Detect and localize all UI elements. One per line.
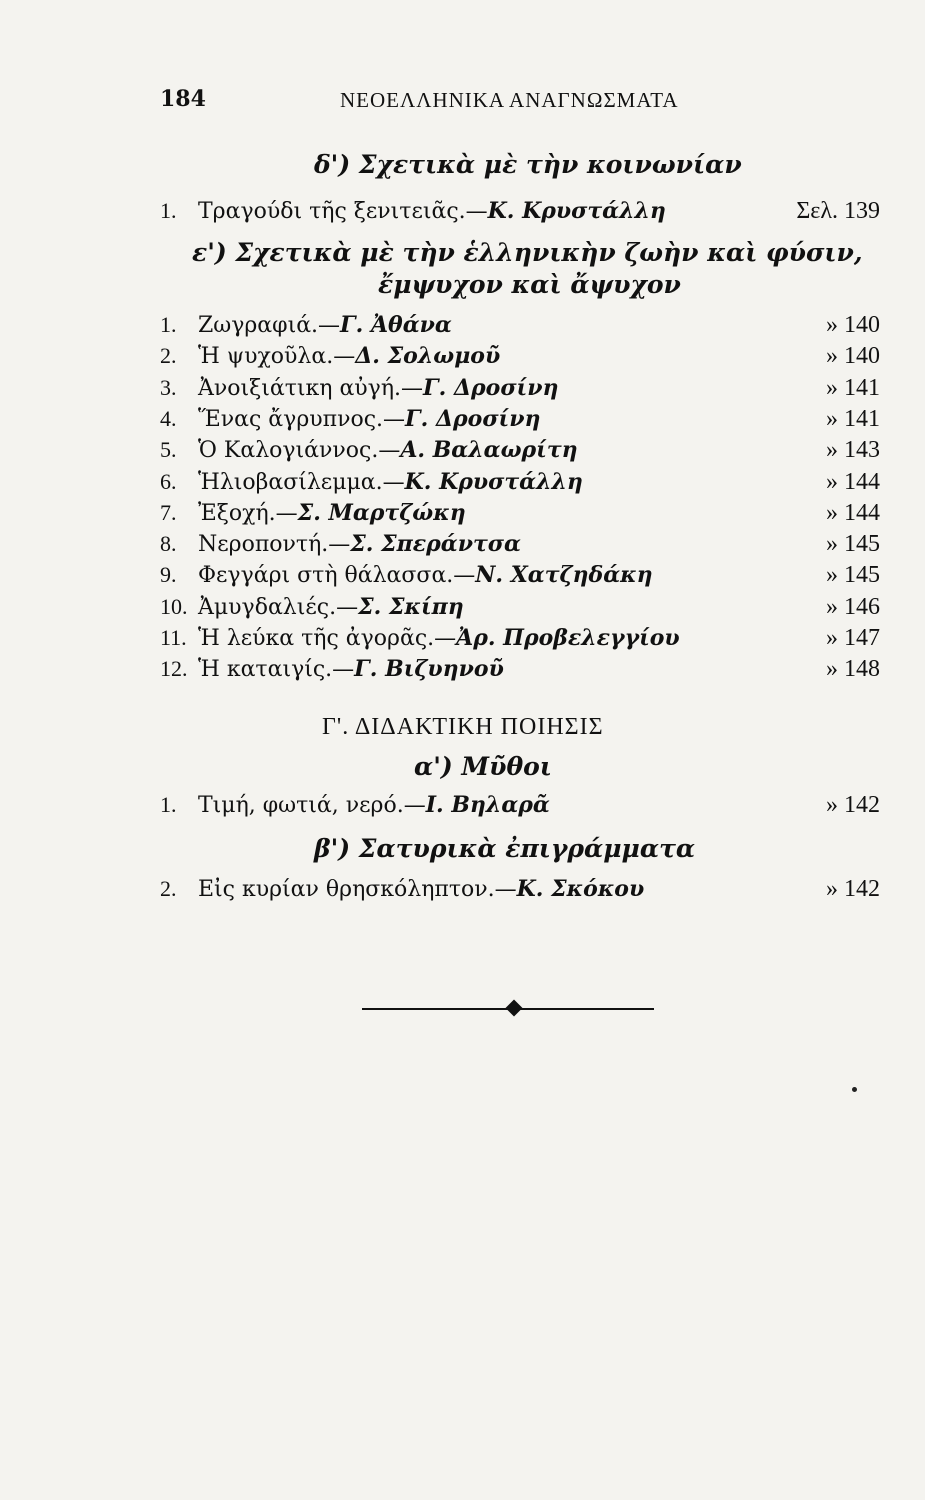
page-value: 145 — [844, 531, 880, 557]
page-prefix: » — [826, 531, 838, 557]
entry-text — [198, 531, 521, 557]
entry-text — [198, 792, 550, 818]
entry-title: Ζωγραφιά.— — [198, 313, 341, 338]
entry-author: Δ. Σολωμοῦ — [355, 343, 501, 369]
entry-number: 8. — [160, 531, 177, 556]
toc-entry — [160, 594, 880, 626]
entry-page — [826, 562, 880, 589]
entry-number: 11. — [160, 625, 187, 650]
entry-text — [198, 198, 666, 224]
page-value: 144 — [844, 500, 880, 526]
entry-title: Τραγούδι τῆς ξενιτειᾶς.— — [198, 199, 488, 224]
entry-text — [198, 625, 680, 651]
entry-title: Ἐξοχή.— — [198, 501, 298, 526]
toc-entry — [160, 531, 880, 563]
running-title: ΝΕΟΕΛΛΗΝΙΚΑ ΑΝΑΓΝΩΣΜΑΤΑ — [340, 88, 679, 112]
toc-entry — [160, 198, 880, 230]
part-c-title: Γ'. ΔΙΔΑΚΤΙΚΗ ΠΟΙΗΣΙΣ — [322, 714, 604, 740]
entry-number: 5. — [160, 437, 177, 462]
entry-text — [198, 469, 583, 495]
entry-author: Γ. Ἀθάνα — [340, 312, 452, 338]
entry-author: Γ. Βιζυηνοῦ — [354, 656, 504, 682]
entry-title: Ὁ Καλογιάννος.— — [198, 438, 401, 463]
toc-entry — [160, 625, 880, 657]
entry-title: Ἡ λεύκα τῆς ἀγορᾶς.— — [198, 626, 457, 651]
entry-title: Ἀμυγδαλιές.— — [198, 595, 359, 620]
rule-ornament — [506, 1000, 523, 1017]
section-e-heading-line1: ε') Σχετικὰ μὲ τὴν ἑλληνικὴν ζωὴν καὶ φύσιν, — [192, 238, 863, 267]
entry-text — [198, 437, 578, 463]
entry-page — [826, 792, 880, 819]
toc-entry — [160, 406, 880, 438]
entry-title: Ἡ ψυχοῦλα.— — [198, 344, 356, 369]
page-prefix: » — [826, 469, 838, 495]
entry-number: 6. — [160, 469, 177, 494]
page-prefix: » — [826, 792, 838, 818]
entry-title: Ἀνοιξιάτικη αὐγή.— — [198, 376, 424, 401]
entry-page — [826, 312, 880, 339]
entry-author: Ι. Βηλαρᾶ — [425, 792, 550, 818]
page-value: 142 — [844, 792, 880, 818]
toc-entry — [160, 876, 880, 908]
section-d-heading: δ') Σχετικὰ μὲ τὴν κοινωνίαν — [314, 150, 742, 179]
page-value: 140 — [844, 343, 880, 369]
entry-author: Κ. Σκόκου — [516, 876, 645, 902]
entry-number: 1. — [160, 312, 177, 337]
page-prefix: » — [826, 375, 838, 401]
entry-number: 4. — [160, 406, 177, 431]
entry-author: Σ. Σπεράντσα — [350, 531, 521, 557]
entry-title: Ἡλιοβασίλεμμα.— — [198, 470, 405, 495]
page-value: 144 — [844, 469, 880, 495]
entry-page — [826, 594, 880, 621]
entry-text — [198, 312, 452, 338]
section-e-heading-line2: ἔμψυχον καὶ ἄψυχον — [378, 270, 681, 299]
entry-text — [198, 656, 504, 682]
page-prefix: Σελ. — [796, 198, 838, 224]
toc-entry — [160, 312, 880, 344]
entry-author: Γ. Δροσίνη — [423, 375, 559, 401]
entry-number: 1. — [160, 792, 177, 817]
entry-page — [826, 469, 880, 496]
page-prefix: » — [826, 343, 838, 369]
page-prefix: » — [826, 876, 838, 902]
entry-page — [826, 656, 880, 683]
page-header — [160, 86, 880, 116]
entry-page — [796, 198, 880, 225]
entry-title: Τιμή, φωτιά, νερό.— — [198, 793, 426, 818]
page-prefix: » — [826, 594, 838, 620]
entry-page — [826, 406, 880, 433]
page-prefix: » — [826, 312, 838, 338]
toc-entry — [160, 437, 880, 469]
entry-text — [198, 500, 466, 526]
entry-number: 2. — [160, 876, 177, 901]
entry-number: 9. — [160, 562, 177, 587]
entry-author: Γ. Δροσίνη — [405, 406, 541, 432]
toc-entry — [160, 656, 880, 688]
page-prefix: » — [826, 437, 838, 463]
entry-text — [198, 876, 644, 902]
entry-author: Ἀρ. Προβελεγγίου — [456, 625, 680, 651]
toc-entry — [160, 792, 880, 824]
entry-page — [826, 437, 880, 464]
entry-page — [826, 531, 880, 558]
page-value: 146 — [844, 594, 880, 620]
page-number: 184 — [160, 86, 206, 112]
page-value: 147 — [844, 625, 880, 651]
toc-entry — [160, 500, 880, 532]
entry-author: Σ. Σκίπη — [358, 594, 464, 620]
entry-text — [198, 562, 653, 588]
entry-title: Ἡ καταιγίς.— — [198, 657, 355, 682]
page-value: 145 — [844, 562, 880, 588]
entry-text — [198, 375, 558, 401]
page-prefix: » — [826, 625, 838, 651]
entry-text — [198, 406, 540, 432]
page-value: 140 — [844, 312, 880, 338]
toc-entry — [160, 375, 880, 407]
entry-page — [826, 625, 880, 652]
page-prefix: » — [826, 406, 838, 432]
entry-number: 12. — [160, 656, 188, 681]
toc-entry — [160, 469, 880, 501]
toc-entry — [160, 562, 880, 594]
page-value: 143 — [844, 437, 880, 463]
entry-author: Κ. Κρυστάλλη — [487, 198, 666, 224]
page-prefix: » — [826, 656, 838, 682]
entry-number: 7. — [160, 500, 177, 525]
toc-entry — [160, 343, 880, 375]
entry-author: Α. Βαλαωρίτη — [400, 437, 578, 463]
section-a-heading: α') Μῦθοι — [414, 752, 552, 781]
entry-title: Εἰς κυρίαν θρησκόληπτον.— — [198, 877, 517, 902]
page-prefix: » — [826, 500, 838, 526]
entry-title: Φεγγάρι στὴ θάλασσα.— — [198, 563, 476, 588]
entry-author: Ν. Χατζηδάκη — [475, 562, 653, 588]
entry-author: Σ. Μαρτζώκη — [297, 500, 466, 526]
paper-speck — [852, 1087, 857, 1092]
page-value: 142 — [844, 876, 880, 902]
page-value: 139 — [844, 198, 880, 224]
entry-number: 1. — [160, 198, 177, 223]
entry-text — [198, 343, 500, 369]
entry-page — [826, 500, 880, 527]
section-b-heading: β') Σατυρικὰ ἐπιγράμματα — [314, 834, 696, 863]
entry-number: 2. — [160, 343, 177, 368]
entry-number: 3. — [160, 375, 177, 400]
entry-title: Νεροποντή.— — [198, 532, 351, 557]
entry-page — [826, 375, 880, 402]
entry-title: Ἕνας ἄγρυπνος.— — [198, 407, 406, 432]
page-value: 141 — [844, 406, 880, 432]
page-value: 141 — [844, 375, 880, 401]
entry-text — [198, 594, 464, 620]
entry-number: 10. — [160, 594, 188, 619]
entry-page — [826, 876, 880, 903]
entry-author: Κ. Κρυστάλλη — [404, 469, 583, 495]
page-prefix: » — [826, 562, 838, 588]
page-value: 148 — [844, 656, 880, 682]
entry-page — [826, 343, 880, 370]
